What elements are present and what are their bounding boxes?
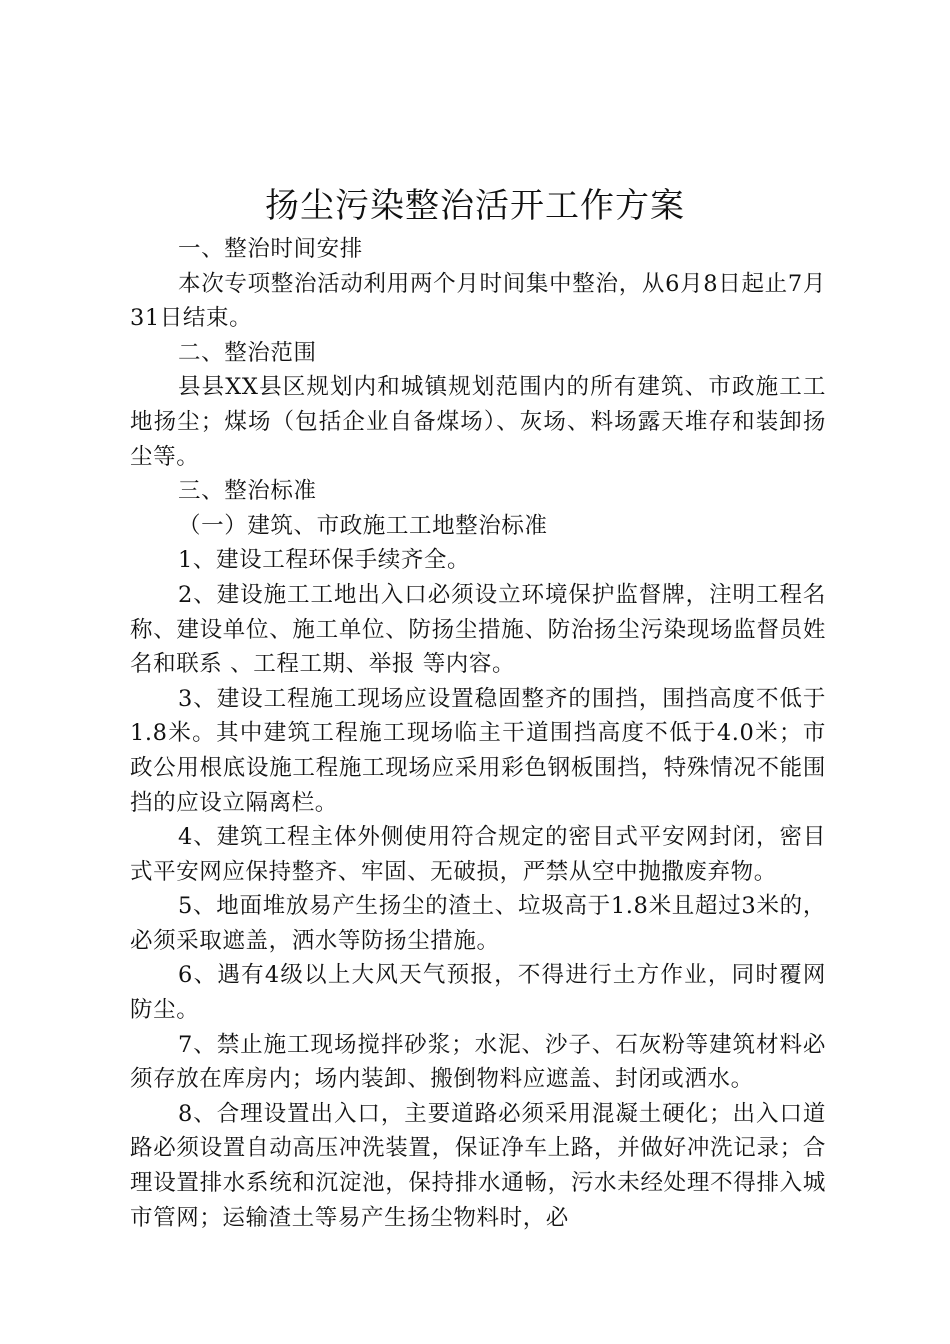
paragraph-item-3: 3、建设工程施工现场应设置稳固整齐的围挡，围挡高度不低于1.8米。其中建筑工程施工现场临主干道围挡高度不低于4.0米；市政公用根底设施工程施工现场应采用彩色钢板围挡，特殊情况不能围挡的应设立隔离栏。	[130, 685, 826, 816]
paragraph-item-5: 5、地面堆放易产生扬尘的渣土、垃圾高于1.8米且超过3米的，必须采取遮盖，洒水等防扬尘措施。	[130, 893, 826, 954]
paragraph-item-2: 2、建设施工工地出入口必须设立环境保护监督牌，注明工程名称、建设单位、施工单位、防扬尘措施、防治扬尘污染现场监督员姓名和联系 、工程工期、举报 等内容。	[130, 581, 826, 678]
subsection-heading-construction: （一）建筑、市政施工工地整治标准	[178, 512, 548, 539]
paragraph-scope: 县县XX县区规划内和城镇规划范围内的所有建筑、市政施工工地扬尘；煤场（包括企业自备煤场）、灰场、料场露天堆存和装卸扬尘等。	[130, 374, 826, 470]
section-heading-standards: 三、整治标准	[178, 478, 317, 505]
paragraph-item-6: 6、遇有4级以上大风天气预报，不得进行土方作业，同时覆网防尘。	[130, 962, 826, 1024]
section-heading-scope: 二、整治范围	[178, 339, 317, 366]
section-heading-schedule: 一、整治时间安排	[178, 236, 363, 262]
document-title: 扬尘污染整治活开工作方案	[265, 186, 685, 226]
paragraph-item-4: 4、建筑工程主体外侧使用符合规定的密目式平安网封闭，密目式平安网应保持整齐、牢固、无破损，严禁从空中抛撒废弃物。	[130, 824, 826, 885]
paragraph-schedule: 本次专项整治活动利用两个月时间集中整治，从6月8日起止7月31日结束。	[130, 270, 826, 332]
paragraph-item-7: 7、禁止施工现场搅拌砂浆；水泥、沙子、石灰粉等建筑材料必须存放在库房内；场内装卸、搬倒物料应遮盖、封闭或洒水。	[130, 1031, 826, 1093]
paragraph-item-8: 8、合理设置出入口，主要道路必须采用混凝土硬化；出入口道路必须设置自动高压冲洗装置，保证净车上路，并做好冲洗记录；合理设置排水系统和沉淀池，保持排水通畅，污水未经处理不得排入城市管网；运输渣土等易产生扬尘物料时，必	[130, 1100, 826, 1231]
paragraph-item-1: 1、建设工程环保手续齐全。	[178, 547, 471, 574]
document-body	[130, 232, 826, 1235]
